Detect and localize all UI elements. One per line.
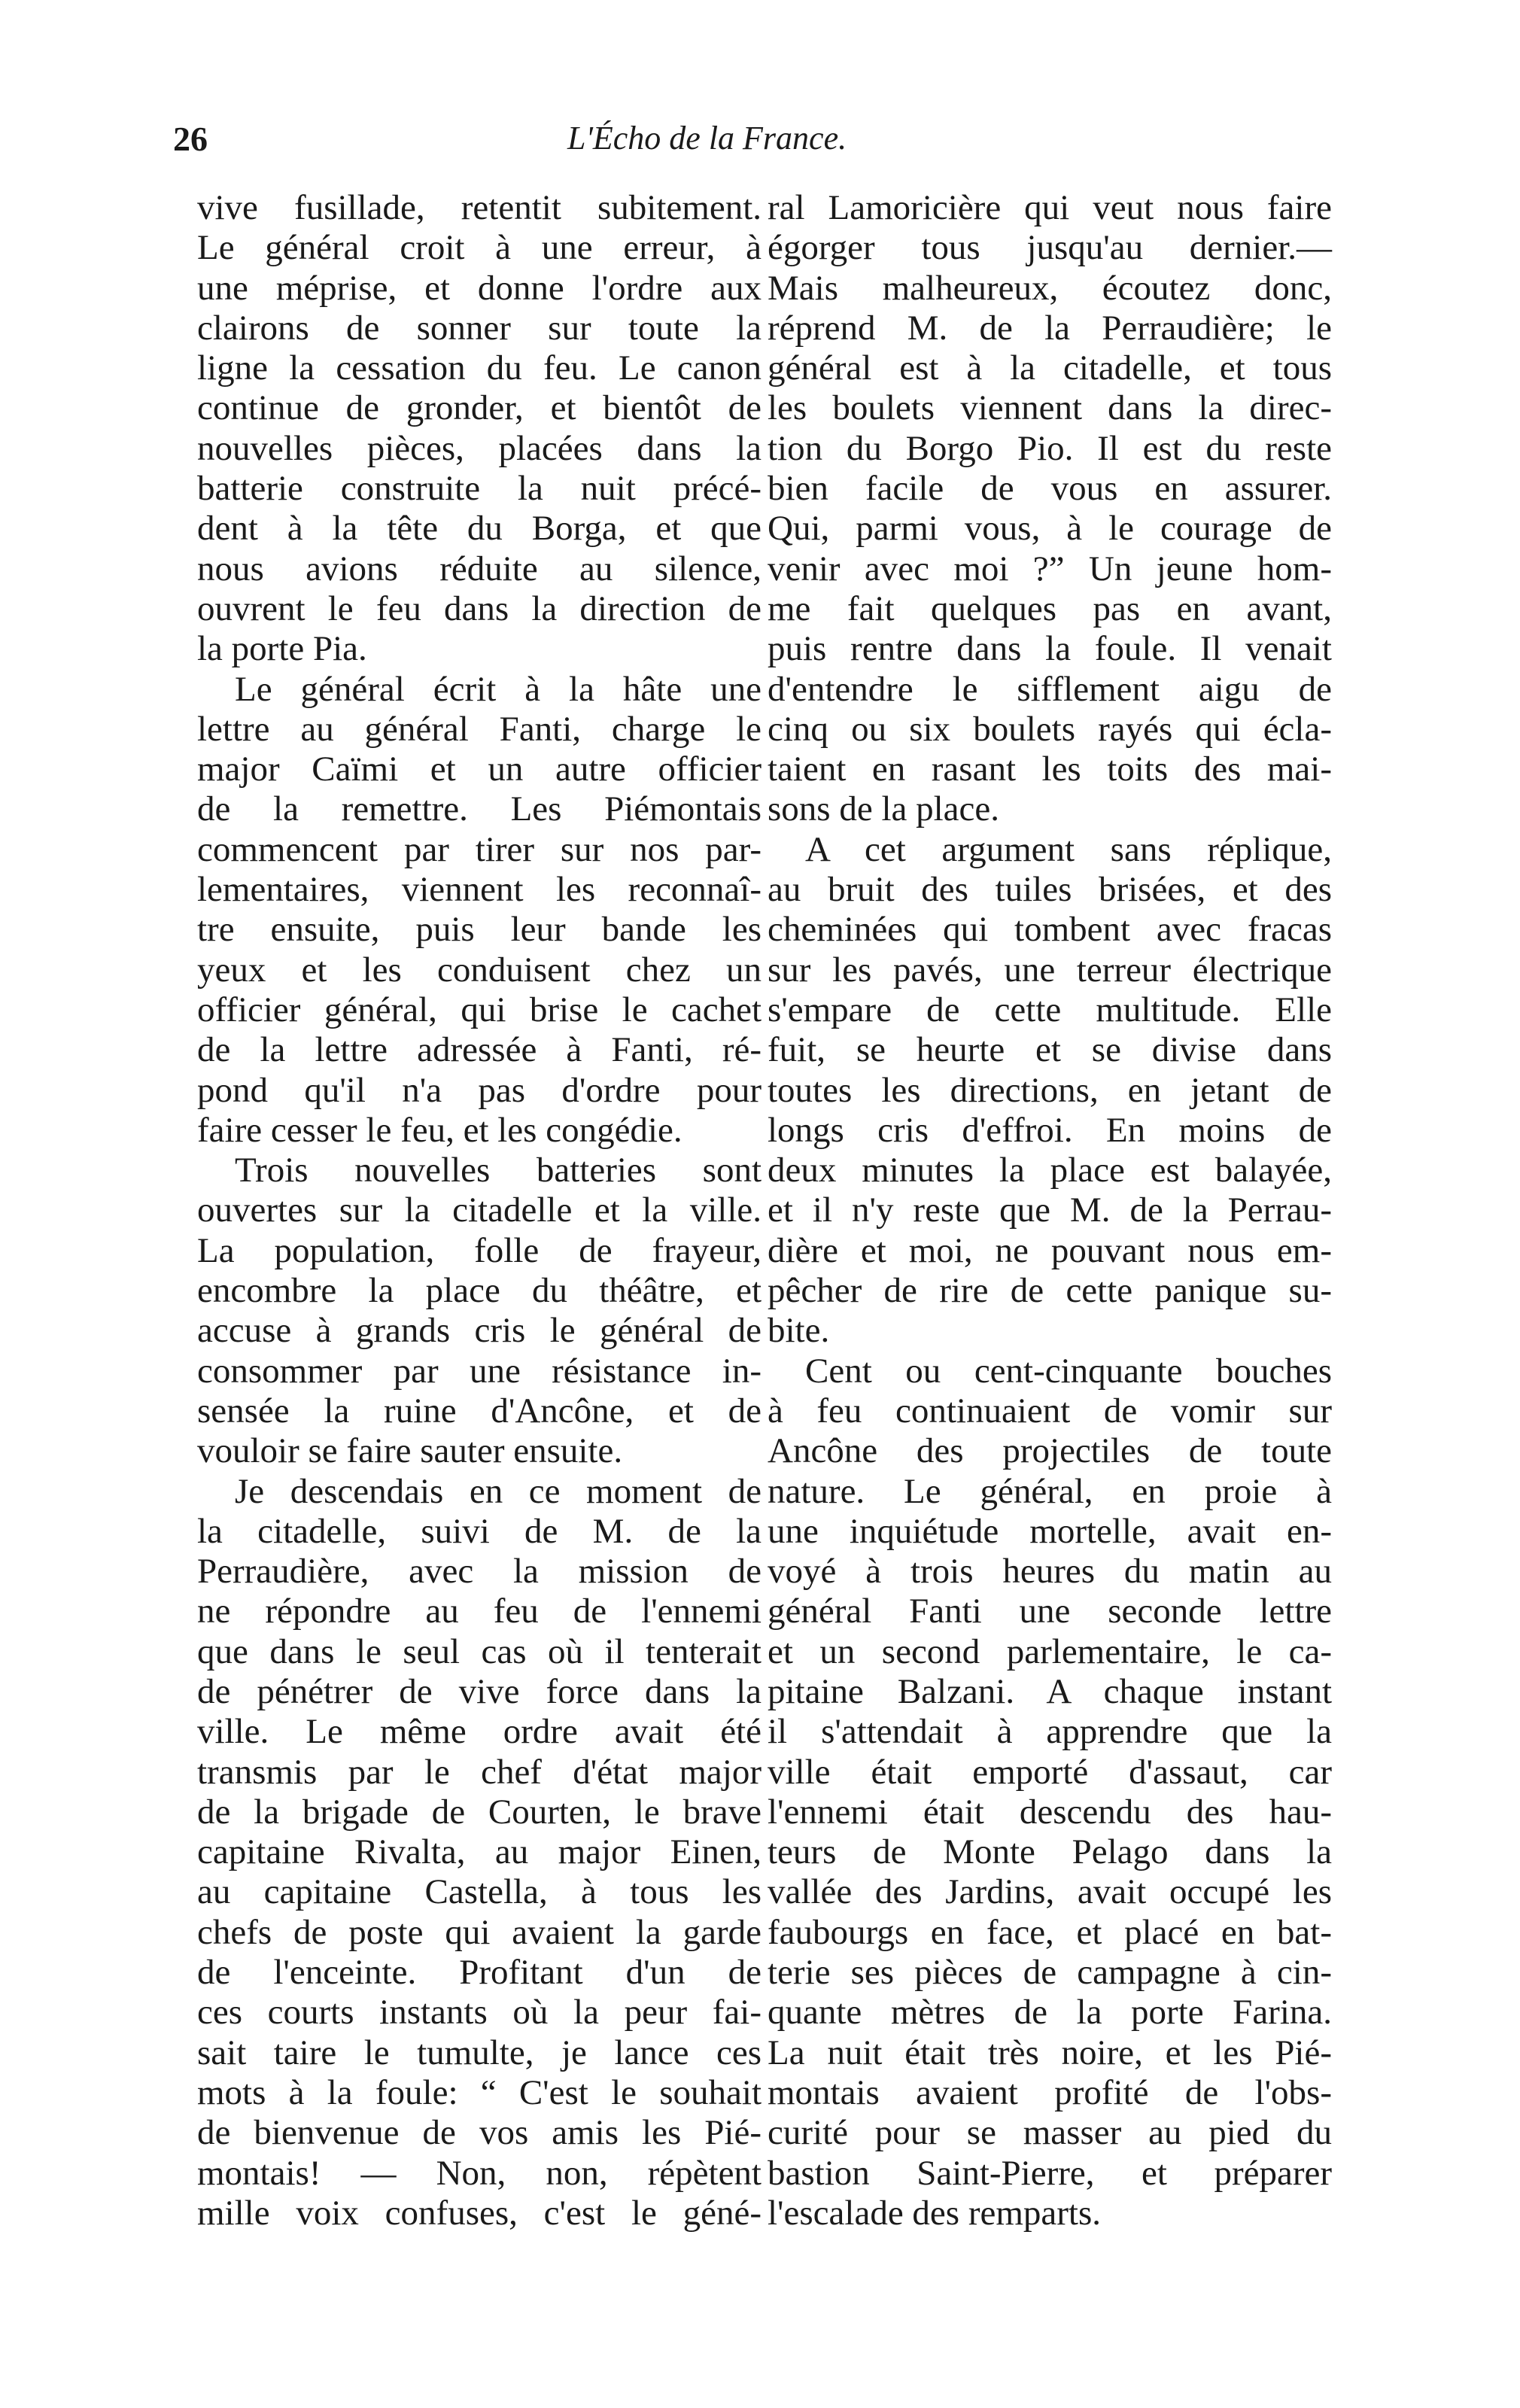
text-line: toutes les directions, en jetant de bbox=[768, 1070, 1332, 1110]
text-line: Cent ou cent-cinquante bouches bbox=[805, 1351, 1332, 1391]
text-line: ville était emporté d'assaut, car bbox=[768, 1752, 1332, 1792]
text-line: A cet argument sans réplique, bbox=[805, 829, 1332, 869]
text-line: l'escalade des remparts. bbox=[768, 2193, 1102, 2233]
text-line: faire cesser le feu, et les congédie. bbox=[197, 1110, 682, 1150]
text-line: Trois nouvelles batteries sont bbox=[235, 1151, 762, 1190]
text-line: général est à la citadelle, et tous bbox=[768, 348, 1332, 388]
text-line: montais! — Non, non, répètent bbox=[197, 2153, 762, 2193]
text-line: ville. Le même ordre avait été bbox=[197, 1712, 762, 1752]
text-line: cheminées qui tombent avec fracas bbox=[768, 910, 1332, 950]
text-line: longs cris d'effroi. En moins de bbox=[768, 1110, 1332, 1150]
text-line: que dans le seul cas où il tenterait bbox=[197, 1631, 762, 1671]
text-line: général Fanti une seconde lettre bbox=[768, 1592, 1332, 1631]
text-line: l'ennemi était descendu des hau- bbox=[768, 1792, 1332, 1832]
text-line: venir avec moi ?” Un jeune hom- bbox=[768, 549, 1332, 588]
text-line: vallée des Jardins, avait occupé les bbox=[768, 1872, 1332, 1912]
text-line: égorger tous jusqu'au dernier.— bbox=[768, 228, 1332, 268]
text-line: vouloir se faire sauter ensuite. bbox=[197, 1431, 623, 1471]
text-line: mots à la foule: “ C'est le souhait bbox=[197, 2072, 762, 2112]
text-line: bite. bbox=[768, 1311, 830, 1351]
text-line: ne répondre au feu de l'ennemi bbox=[197, 1592, 762, 1631]
text-line: les boulets viennent dans la direc- bbox=[768, 388, 1332, 428]
text-line: nouvelles pièces, placées dans la bbox=[197, 428, 762, 468]
text-line: ces courts instants où la peur fai- bbox=[197, 1993, 762, 2033]
text-line: ral Lamoricière qui veut nous faire bbox=[768, 188, 1332, 227]
text-line: Le général écrit à la hâte une bbox=[235, 669, 762, 709]
text-line: d'entendre le sifflement aigu de bbox=[768, 669, 1332, 709]
text-line: faubourgs en face, et placé en bat- bbox=[768, 1912, 1332, 1952]
text-line: encombre la place du théâtre, et bbox=[197, 1271, 762, 1311]
text-line: Je descendais en ce moment de bbox=[235, 1471, 762, 1511]
text-line: officier général, qui brise le cachet bbox=[197, 990, 762, 1029]
text-line: de bienvenue de vos amis les Pié- bbox=[197, 2113, 762, 2153]
text-line: sait taire le tumulte, je lance ces bbox=[197, 2033, 762, 2072]
text-line: ligne la cessation du feu. Le canon bbox=[197, 348, 762, 388]
text-line: nature. Le général, en proie à bbox=[768, 1471, 1332, 1511]
text-line: quante mètres de la porte Farina. bbox=[768, 1993, 1332, 2033]
text-line: la citadelle, suivi de M. de la bbox=[197, 1511, 762, 1551]
text-line: sur les pavés, une terreur électrique bbox=[768, 950, 1332, 990]
text-line: à feu continuaient de vomir sur bbox=[768, 1391, 1332, 1431]
text-line: Mais malheureux, écoutez donc, bbox=[768, 268, 1332, 308]
text-line: montais avaient profité de l'obs- bbox=[768, 2072, 1332, 2112]
text-line: capitaine Rivalta, au major Einen, bbox=[197, 1832, 762, 1872]
text-line: cinq ou six boulets rayés qui écla- bbox=[768, 709, 1332, 749]
text-line: dière et moi, ne pouvant nous em- bbox=[768, 1230, 1332, 1270]
text-line: voyé à trois heures du matin au bbox=[768, 1552, 1332, 1592]
text-line: teurs de Monte Pelago dans la bbox=[768, 1832, 1332, 1872]
text-line: s'empare de cette multitude. Elle bbox=[768, 990, 1332, 1029]
text-line: batterie construite la nuit précé- bbox=[197, 469, 762, 509]
running-head bbox=[173, 119, 948, 164]
text-line: accuse à grands cris le général de bbox=[197, 1311, 762, 1351]
text-line: et il n'y reste que M. de la Perrau- bbox=[768, 1190, 1332, 1230]
text-line: vive fusillade, retentit subitement. bbox=[197, 188, 762, 227]
text-line: curité pour se masser au pied du bbox=[768, 2113, 1332, 2153]
text-line: me fait quelques pas en avant, bbox=[768, 588, 1332, 628]
text-line: La population, folle de frayeur, bbox=[197, 1230, 762, 1270]
text-line: nous avions réduite au silence, bbox=[197, 549, 762, 588]
text-line: sensée la ruine d'Ancône, et de bbox=[197, 1391, 762, 1431]
text-line: mille voix confuses, c'est le géné- bbox=[197, 2193, 762, 2233]
text-line: dent à la tête du Borga, et que bbox=[197, 509, 762, 549]
page-number: 26 bbox=[173, 120, 208, 158]
text-line: sons de la place. bbox=[768, 789, 1000, 829]
text-line: commencent par tirer sur nos par- bbox=[197, 829, 762, 869]
text-line: Ancône des projectiles de toute bbox=[768, 1431, 1332, 1471]
running-title: L'Écho de la France. bbox=[567, 120, 847, 157]
text-line: puis rentre dans la foule. Il venait bbox=[768, 629, 1332, 669]
text-line: yeux et les conduisent chez un bbox=[197, 950, 762, 990]
text-line: deux minutes la place est balayée, bbox=[768, 1151, 1332, 1190]
text-line: une inquiétude mortelle, avait en- bbox=[768, 1511, 1332, 1551]
text-line: Qui, parmi vous, à le courage de bbox=[768, 509, 1332, 549]
text-line: et un second parlementaire, le ca- bbox=[768, 1631, 1332, 1671]
text-line: une méprise, et donne l'ordre aux bbox=[197, 268, 762, 308]
text-line: Le général croit à une erreur, à bbox=[197, 228, 762, 268]
text-line: terie ses pièces de campagne à cin- bbox=[768, 1953, 1332, 1993]
text-line: lettre au général Fanti, charge le bbox=[197, 709, 762, 749]
text-line: de pénétrer de vive force dans la bbox=[197, 1671, 762, 1711]
text-line: il s'attendait à apprendre que la bbox=[768, 1712, 1332, 1752]
text-line: consommer par une résistance in- bbox=[197, 1351, 762, 1391]
text-line: tion du Borgo Pio. Il est du reste bbox=[768, 428, 1332, 468]
text-line: pond qu'il n'a pas d'ordre pour bbox=[197, 1070, 762, 1110]
text-line: ouvertes sur la citadelle et la ville. bbox=[197, 1190, 762, 1230]
text-line: ouvrent le feu dans la direction de bbox=[197, 588, 762, 628]
text-line: fuit, se heurte et se divise dans bbox=[768, 1030, 1332, 1070]
text-line: tre ensuite, puis leur bande les bbox=[197, 910, 762, 950]
text-line: La nuit était très noire, et les Pié- bbox=[768, 2033, 1332, 2072]
text-line: réprend M. de la Perraudière; le bbox=[768, 308, 1332, 348]
text-line: de l'enceinte. Profitant d'un de bbox=[197, 1953, 762, 1993]
text-line: transmis par le chef d'état major bbox=[197, 1752, 762, 1792]
text-line: de la remettre. Les Piémontais bbox=[197, 789, 762, 829]
right-column bbox=[768, 188, 1332, 2233]
text-line: de la lettre adressée à Fanti, ré- bbox=[197, 1030, 762, 1070]
text-line: au bruit des tuiles brisées, et des bbox=[768, 870, 1332, 910]
text-line: bastion Saint-Pierre, et préparer bbox=[768, 2153, 1332, 2193]
text-line: bien facile de vous en assurer. bbox=[768, 469, 1332, 509]
text-line: pitaine Balzani. A chaque instant bbox=[768, 1671, 1332, 1711]
left-column bbox=[197, 188, 762, 2233]
text-line: continue de gronder, et bientôt de bbox=[197, 388, 762, 428]
text-line: au capitaine Castella, à tous les bbox=[197, 1872, 762, 1912]
text-line: taient en rasant les toits des mai- bbox=[768, 749, 1332, 789]
text-line: clairons de sonner sur toute la bbox=[197, 308, 762, 348]
text-line: Perraudière, avec la mission de bbox=[197, 1552, 762, 1592]
text-line: chefs de poste qui avaient la garde bbox=[197, 1912, 762, 1952]
text-line: pêcher de rire de cette panique su- bbox=[768, 1271, 1332, 1311]
text-line: la porte Pia. bbox=[197, 629, 367, 669]
text-line: major Caïmi et un autre officier bbox=[197, 749, 762, 789]
text-line: lementaires, viennent les reconnaî- bbox=[197, 870, 762, 910]
text-line: de la brigade de Courten, le brave bbox=[197, 1792, 762, 1832]
